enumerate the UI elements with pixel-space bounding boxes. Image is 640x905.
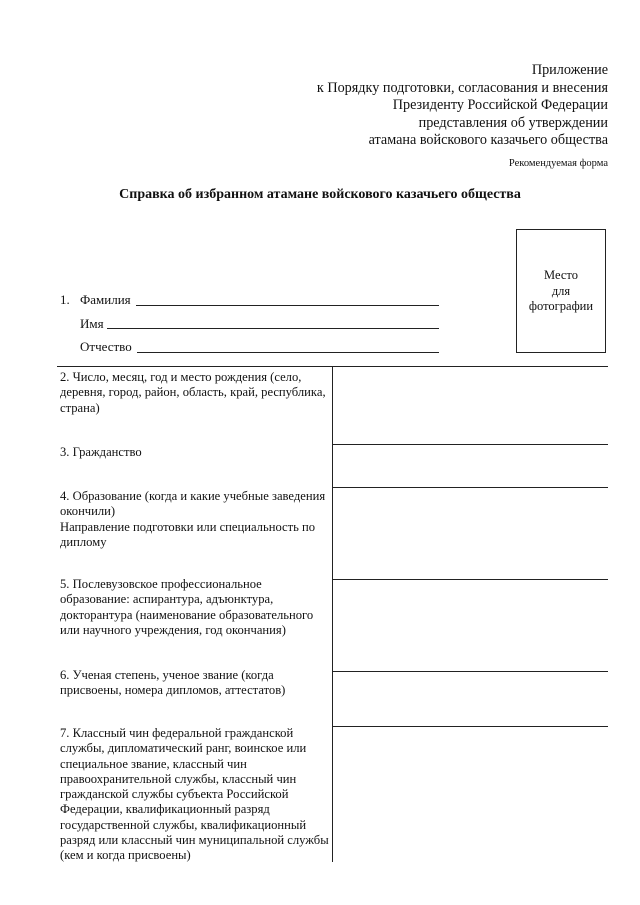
column-divider — [332, 671, 333, 726]
row-label-degree: 6. Ученая степень, ученое звание (когда присвоены, номера дипломов, аттестатов) — [60, 668, 286, 698]
appendix-line: атамана войскового казачьего общества — [368, 132, 608, 149]
appendix-line: к Порядку подготовки, согласования и внесения — [316, 79, 608, 96]
photo-label — [517, 268, 605, 315]
first-name-label: Имя — [80, 316, 104, 331]
appendix-line: Приложение — [531, 62, 608, 78]
appendix-line: Президенту Российской Федерации — [392, 97, 608, 114]
table-rule — [333, 671, 608, 672]
surname-field[interactable] — [136, 305, 439, 306]
item-number: 1. — [60, 292, 70, 307]
column-divider — [332, 444, 333, 487]
appendix-header — [317, 62, 608, 150]
column-divider — [332, 487, 333, 579]
column-divider — [332, 366, 333, 444]
document-title: Справка об избранном атамане войскового казачьего общества — [119, 187, 521, 202]
column-divider — [332, 726, 333, 862]
row-label-postgraduate: 5. Послевузовское профессиональное образование: аспирантура, адъюнктура, докторантура (наименование образовательного или научного учреждения, год окончания) — [60, 577, 314, 637]
patronymic-field[interactable] — [137, 352, 439, 353]
patronymic-label: Отчество — [80, 339, 132, 354]
photo-label-line: Место — [544, 268, 578, 282]
first-name-field[interactable] — [107, 328, 439, 329]
row-label-education-main: 4. Образование (когда и какие учебные заведения окончили) — [60, 489, 326, 519]
row-label-class-rank: 7. Классный чин федеральной гражданской службы, дипломатический ранг, воинское или специальное звание, классный чин правоохранительной службы, классный чин гражданской службы субъекта Российской Федерации, квалификационный разряд государственной службы, квалификационный разряд или классный чин муниципальной службы (кем и когда присвоены) — [60, 726, 329, 863]
photo-label-line: для — [551, 283, 571, 298]
row-label-citizenship: 3. Гражданство — [60, 445, 142, 459]
row-label-education — [60, 489, 330, 550]
table-rule — [333, 726, 608, 727]
table-rule — [333, 444, 608, 445]
row-label-education-sub: Направление подготовки или специальность по диплому — [60, 519, 316, 549]
recommended-form-note: Рекомендуемая форма — [508, 158, 608, 169]
photo-placeholder — [516, 229, 606, 353]
appendix-line: представления об утверждении — [418, 114, 608, 131]
row-label-birth: 2. Число, месяц, год и место рождения (село, деревня, город, район, область, край, республика, страна) — [60, 370, 326, 415]
table-rule — [333, 579, 608, 580]
column-divider — [332, 579, 333, 671]
photo-label-line: фотографии — [528, 299, 594, 313]
surname-label: Фамилия — [80, 292, 131, 307]
table-rule — [333, 487, 608, 488]
